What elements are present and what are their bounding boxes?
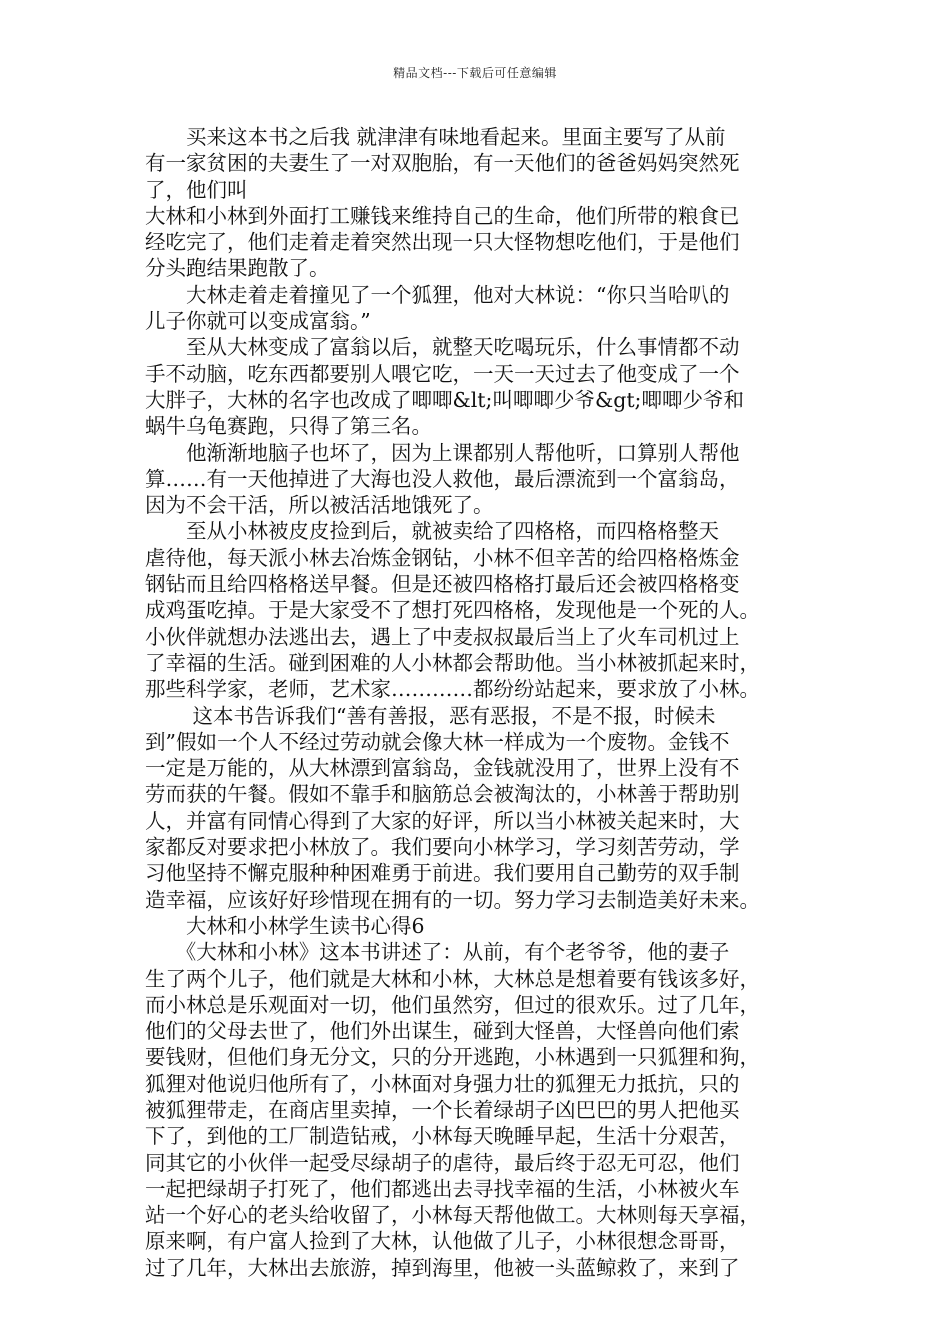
text-line: 儿子你就可以变成富翁。”	[145, 309, 371, 334]
text-line: 习他坚持不懈克服种种困难勇于前进。我们要用自己勤劳的双手制	[145, 861, 740, 886]
text-line: 这本书告诉我们“善有善报，恶有恶报，不是不报，时候未	[145, 703, 716, 728]
text-line: 站一个好心的老头给收留了，小林每天帮他做工。大林则每天享福，	[145, 1203, 760, 1228]
page-header: 精品文档---下载后可任意编辑	[393, 66, 557, 80]
text-line: 有一家贫困的夫妻生了一对双胞胎，有一天他们的爸爸妈妈突然死	[145, 151, 740, 176]
text-line: 一起把绿胡子打死了，他们都逃出去寻找幸福的生活，小林被火车	[145, 1176, 740, 1201]
text-line: 分头跑结果跑散了。	[145, 256, 330, 281]
text-line: 因为不会干活，所以被活活地饿死了。	[145, 493, 494, 518]
text-line: 要钱财，但他们身无分文，只的分开逃跑，小林遇到一只狐狸和狗，	[145, 1045, 760, 1070]
text-line: 至从大林变成了富翁以后，就整天吃喝玩乐，什么事情都不动	[145, 335, 740, 360]
text-line: 蜗牛乌龟赛跑，只得了第三名。	[145, 414, 432, 439]
document-body	[145, 124, 811, 1281]
text-line: 人，并富有同情心得到了大家的好评，所以当小林被关起来时，大	[145, 808, 740, 833]
text-line: 了，他们叫	[145, 177, 248, 202]
text-line: 他渐渐地脑子也坏了，因为上课都别人帮他听，口算别人帮他	[145, 440, 740, 465]
text-line: 小伙伴就想办法逃出去，遇上了中麦叔叔最后当上了火车司机过上	[145, 624, 740, 649]
text-line: 大胖子，大林的名字也改成了唧唧&lt;叫唧唧少爷&gt;唧唧少爷和	[145, 387, 744, 412]
text-line: 大林走着走着撞见了一个狐狸，他对大林说：“你只当哈叭的	[145, 282, 730, 307]
text-line: 成鸡蛋吃掉。于是大家受不了想打死四格格，发现他是一个死的人。	[145, 598, 760, 623]
text-line: 被狐狸带走，在商店里卖掉，一个长着绿胡子凶巴巴的男人把他买	[145, 1097, 740, 1122]
text-line: 钢钻而且给四格格送早餐。但是还被四格格打最后还会被四格格变	[145, 572, 740, 597]
text-line: 手不动脑，吃东西都要别人喂它吃，一天一天过去了他变成了一个	[145, 361, 740, 386]
text-line: 虐待他，每天派小林去冶炼金钢钻，小林不但辛苦的给四格格炼金	[145, 545, 740, 570]
text-line: 过了几年，大林出去旅游，掉到海里，他被一头蓝鲸救了，来到了	[145, 1255, 740, 1280]
text-line: 买来这本书之后我 就津津有味地看起来。里面主要写了从前	[145, 125, 726, 149]
text-line: 造幸福，应该好好珍惜现在拥有的一切。努力学习去制造美好未来。	[145, 887, 760, 912]
text-line: 大林和小林到外面打工赚钱来维持自己的生命，他们所带的粮食已	[145, 203, 740, 228]
text-line: 家都反对要求把小林放了。我们要向小林学习，学习刻苦劳动，学	[145, 835, 740, 860]
text-line: 他们的父母去世了，他们外出谋生，碰到大怪兽，大怪兽向他们索	[145, 1019, 740, 1044]
text-line: 《大林和小林》这本书讲述了：从前，有个老爷爷，他的妻子	[145, 940, 730, 965]
text-line: 同其它的小伙伴一起受尽绿胡子的虐待，最后终于忍无可忍，他们	[145, 1150, 740, 1175]
text-line: 劳而获的午餐。假如不靠手和脑筋总会被淘汰的，小林善于帮助别	[145, 782, 740, 807]
text-line: 下了，到他的工厂制造钻戒，小林每天晚睡早起，生活十分艰苦，	[145, 1124, 740, 1149]
text-line: 而小林总是乐观面对一切，他们虽然穷，但过的很欢乐。过了几年，	[145, 992, 760, 1017]
text-line: 了幸福的生活。碰到困难的人小林都会帮助他。当小林被抓起来时，	[145, 650, 760, 675]
text-line: 算……有一天他掉进了大海也没人救他，最后漂流到一个富翁岛，	[145, 466, 740, 491]
text-line: 至从小林被皮皮捡到后，就被卖给了四格格，而四格格整天	[145, 519, 719, 544]
text-line: 经吃完了，他们走着走着突然出现一只大怪物想吃他们，于是他们	[145, 230, 740, 255]
section-heading: 大林和小林学生读书心得6	[145, 913, 425, 938]
text-line: 那些科学家，老师，艺术家…………都纷纷站起来，要求放了小林。	[145, 677, 760, 702]
text-line: 狐狸对他说归他所有了，小林面对身强力壮的狐狸无力抵抗，只的	[145, 1071, 740, 1096]
text-line: 生了两个儿子，他们就是大林和小林，大林总是想着要有钱该多好，	[145, 966, 760, 991]
text-line: 到”假如一个人不经过劳动就会像大林一样成为一个废物。金钱不	[145, 729, 730, 754]
text-line: 原来啊，有户富人捡到了大林，认他做了儿子，小林很想念哥哥，	[145, 1229, 740, 1254]
text-line: 一定是万能的，从大林漂到富翁岛，金钱就没用了，世界上没有不	[145, 756, 740, 781]
